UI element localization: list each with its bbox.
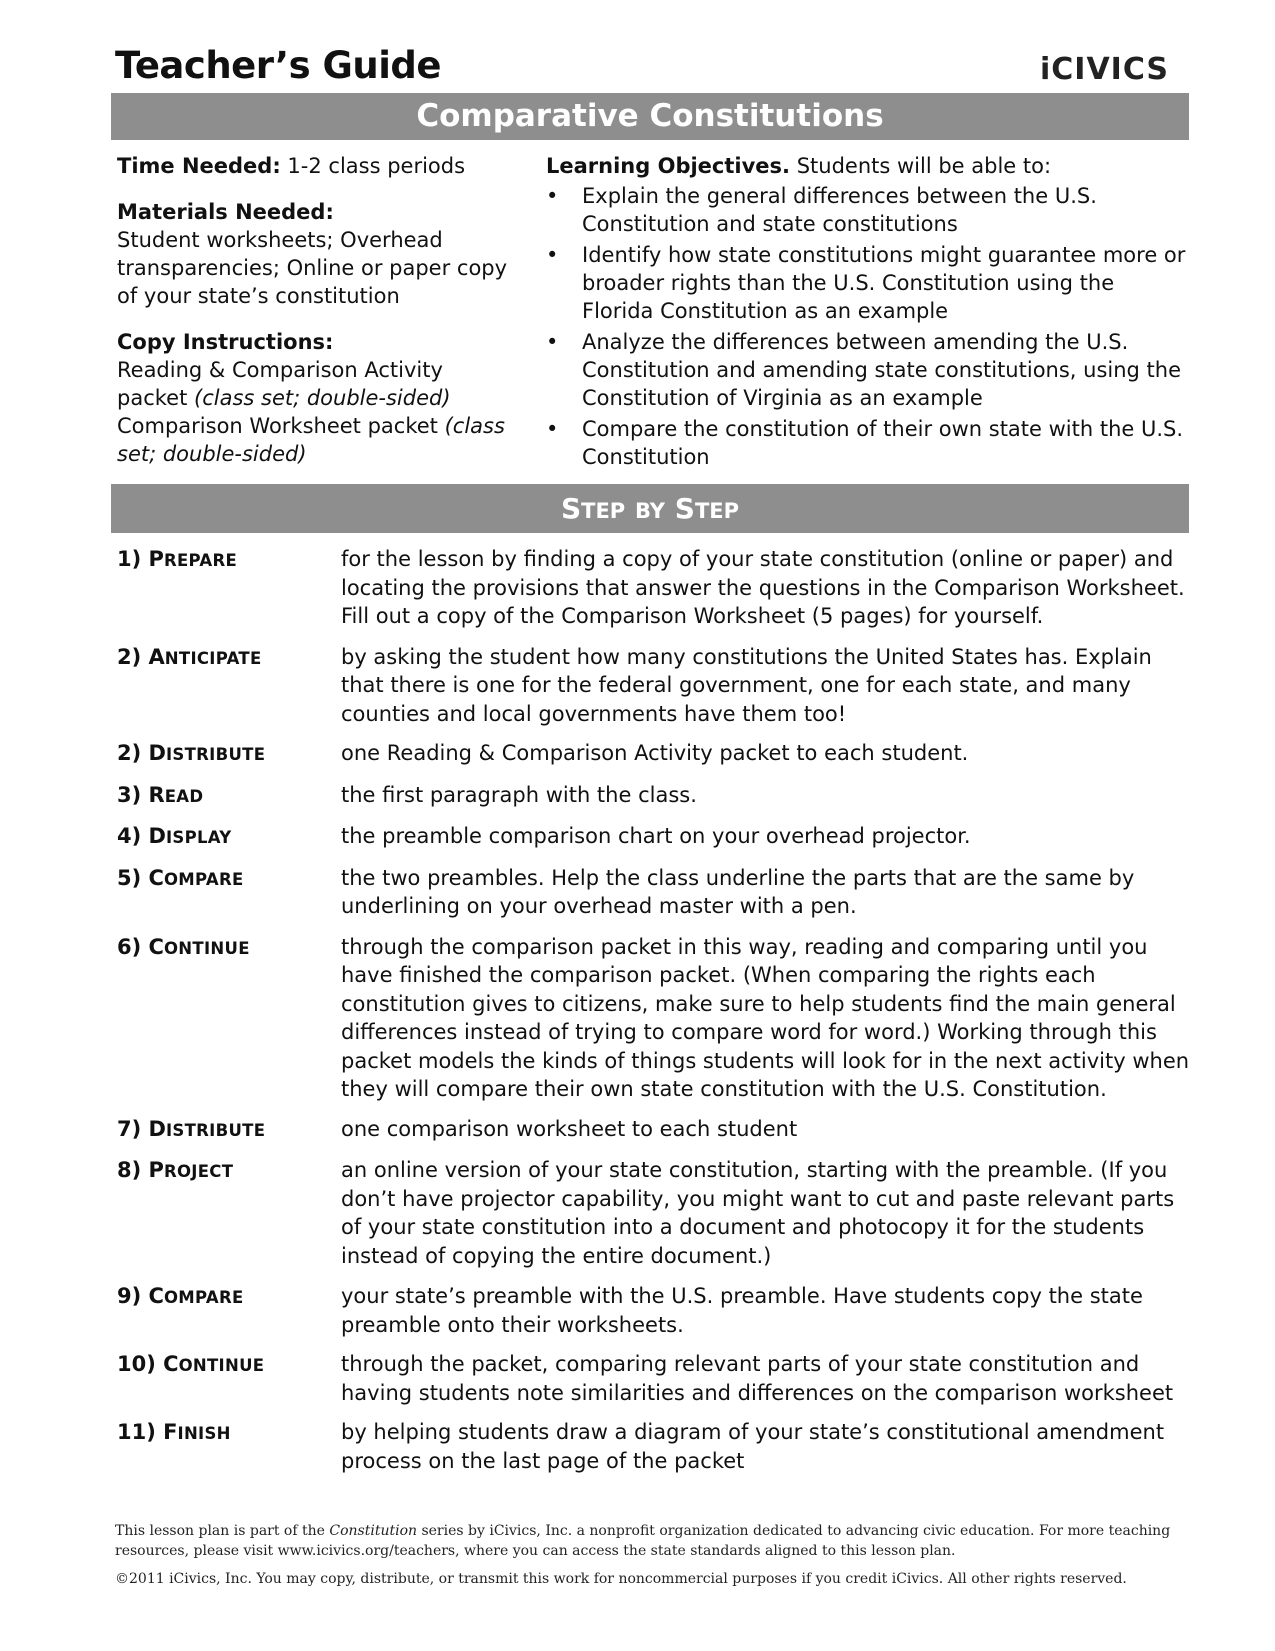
time-needed-label: Time Needed: (117, 154, 281, 178)
materials-needed-value: Student worksheets; Overhead transparencies; Online or paper copy of your state’s constitution (117, 228, 508, 308)
bullet-icon: • (546, 243, 559, 267)
step-label: 9) COMPARE (117, 1284, 244, 1308)
copyright-notice: ©2011 iCivics, Inc. You may copy, distribute, or transmit this work for noncommercial purposes if you credit iCivics. All other rights reserved. (115, 1571, 1127, 1587)
banner-cap: S (674, 492, 695, 525)
objective-text: Analyze the differences between amending the U.S. Constitution and amending state constitutions, using the Constitution of Virginia as an example (582, 330, 1182, 410)
step-row (117, 781, 1192, 812)
page-title: Teacher’s Guide (115, 44, 441, 87)
copy-1-main: Reading & Comparison Activity packet (117, 358, 443, 410)
icivics-logo (1040, 52, 1190, 92)
step-label: 1) PREPARE (117, 547, 238, 571)
copy-instructions-label: Copy Instructions: (117, 330, 334, 354)
step-text: an online version of your state constitution, starting with the preamble. (If you don’t have projector capability, you might want to cut and paste relevant parts of your state constitution into a document and photocopy it for the students instead of copying the entire document.) (341, 1158, 1175, 1268)
logo-text: iCIVICS (1040, 52, 1170, 87)
step-label: 6) CONTINUE (117, 934, 250, 959)
objective-text: Identify how state constitutions might guarantee more or broader rights than the U.S. Constitution using the Florida Constitution as an example (582, 243, 1186, 323)
step-text: one comparison worksheet to each student (341, 1116, 798, 1141)
step-row (117, 864, 1192, 921)
banner-rest: TEP (694, 499, 740, 523)
step-row (117, 1282, 1192, 1339)
step-row (117, 545, 1192, 631)
step-text: the two preambles. Help the class underline the parts that are the same by underlining on your overhead master with a pen. (341, 865, 1135, 918)
copy-instruction-worksheet (117, 412, 517, 468)
step-row (117, 643, 1192, 729)
step-row (117, 1156, 1192, 1270)
banner-word: BY (634, 499, 666, 523)
objectives-heading (546, 152, 1186, 180)
step-label: 10) CONTINUE (117, 1352, 265, 1376)
step-row (117, 1115, 1192, 1146)
steps-list (117, 545, 1192, 1475)
copy-instruction-reading (117, 356, 517, 412)
objective-item (546, 415, 1186, 471)
step-label: 7) DISTRIBUTE (117, 1116, 266, 1141)
step-by-step-banner (111, 484, 1189, 533)
objective-item (546, 328, 1186, 412)
objectives-label: Learning Objectives. (546, 154, 791, 178)
step-row (117, 1418, 1192, 1475)
objectives-intro: Students will be able to: (796, 154, 1052, 178)
copy-2-main: Comparison Worksheet packet (117, 414, 438, 438)
step-label: 2) DISTRIBUTE (117, 741, 266, 765)
step-text: through the packet, comparing relevant parts of your state constitution and having students note similarities and differences on the comparison worksheet (341, 1352, 1174, 1405)
step-text: the preamble comparison chart on your overhead projector. (341, 824, 971, 848)
step-text: your state’s preamble with the U.S. preamble. Have students copy the state preamble onto their worksheets. (341, 1284, 1143, 1337)
step-text: one Reading & Comparison Activity packet to each student. (341, 741, 969, 765)
page-footer (115, 1521, 1185, 1589)
objective-text: Compare the constitution of their own state with the U.S. Constitution (582, 417, 1184, 469)
step-row (117, 933, 1192, 1104)
time-needed (117, 152, 517, 180)
bullet-icon: • (546, 330, 559, 354)
step-row (117, 1350, 1192, 1407)
step-row (117, 739, 1192, 770)
footer-note: This lesson plan is part of the Constitution series by iCivics, Inc. a nonprofit organization dedicated to advancing civic education. For more teaching resources, please visit www.icivics.org/teachers, where you can access the state standards aligned to this lesson plan. (115, 1523, 1171, 1559)
title-banner: Comparative Constitutions (111, 93, 1189, 140)
step-text: through the comparison packet in this way, reading and comparing until you have finished the comparison packet. (When comparing the rights each constitution gives to citizens, make sure to help students find the main general differences instead of trying to compare word for word.) Working through this packet models the kinds of things students will look for in the next activity when they will compare their own state constitution with the U.S. Constitution. (341, 934, 1190, 1101)
banner-rest: TEP (581, 499, 626, 523)
step-text: the first paragraph with the class. (341, 782, 697, 807)
objective-item (546, 241, 1186, 325)
step-text: by asking the student how many constitutions the United States has. Explain that there is one for the federal government, one for each state, and many counties and local governments have them too! (341, 644, 1152, 726)
objective-text: Explain the general differences between the U.S. Constitution and state constitutions (582, 184, 1097, 236)
step-label: 8) PROJECT (117, 1158, 234, 1182)
materials-needed-label: Materials Needed: (117, 200, 334, 224)
step-label: 3) READ (117, 782, 204, 807)
learning-objectives (546, 152, 1186, 474)
step-text: for the lesson by finding a copy of your state constitution (online or paper) and locating the provisions that answer the questions in the Comparison Worksheet. Fill out a copy of the Comparison Worksheet (5 pages) for yourself. (341, 547, 1185, 628)
objective-item (546, 182, 1186, 238)
step-label: 2) ANTICIPATE (117, 644, 262, 669)
lesson-info-column (117, 152, 517, 468)
objectives-list (546, 182, 1186, 471)
bullet-icon: • (546, 417, 559, 441)
bullet-icon: • (546, 184, 559, 208)
step-label: 5) COMPARE (117, 865, 244, 890)
step-label: 11) FINISH (117, 1420, 231, 1444)
step-text: by helping students draw a diagram of your state’s constitutional amendment process on the last page of the packet (341, 1420, 1165, 1473)
banner-cap: S (560, 492, 582, 525)
copy-2-note: (class set; double-sided) (117, 414, 505, 466)
step-row (117, 822, 1192, 853)
time-needed-value: 1-2 class periods (287, 154, 466, 178)
step-label: 4) DISPLAY (117, 824, 232, 848)
copy-1-note: (class set; double-sided) (194, 386, 451, 410)
